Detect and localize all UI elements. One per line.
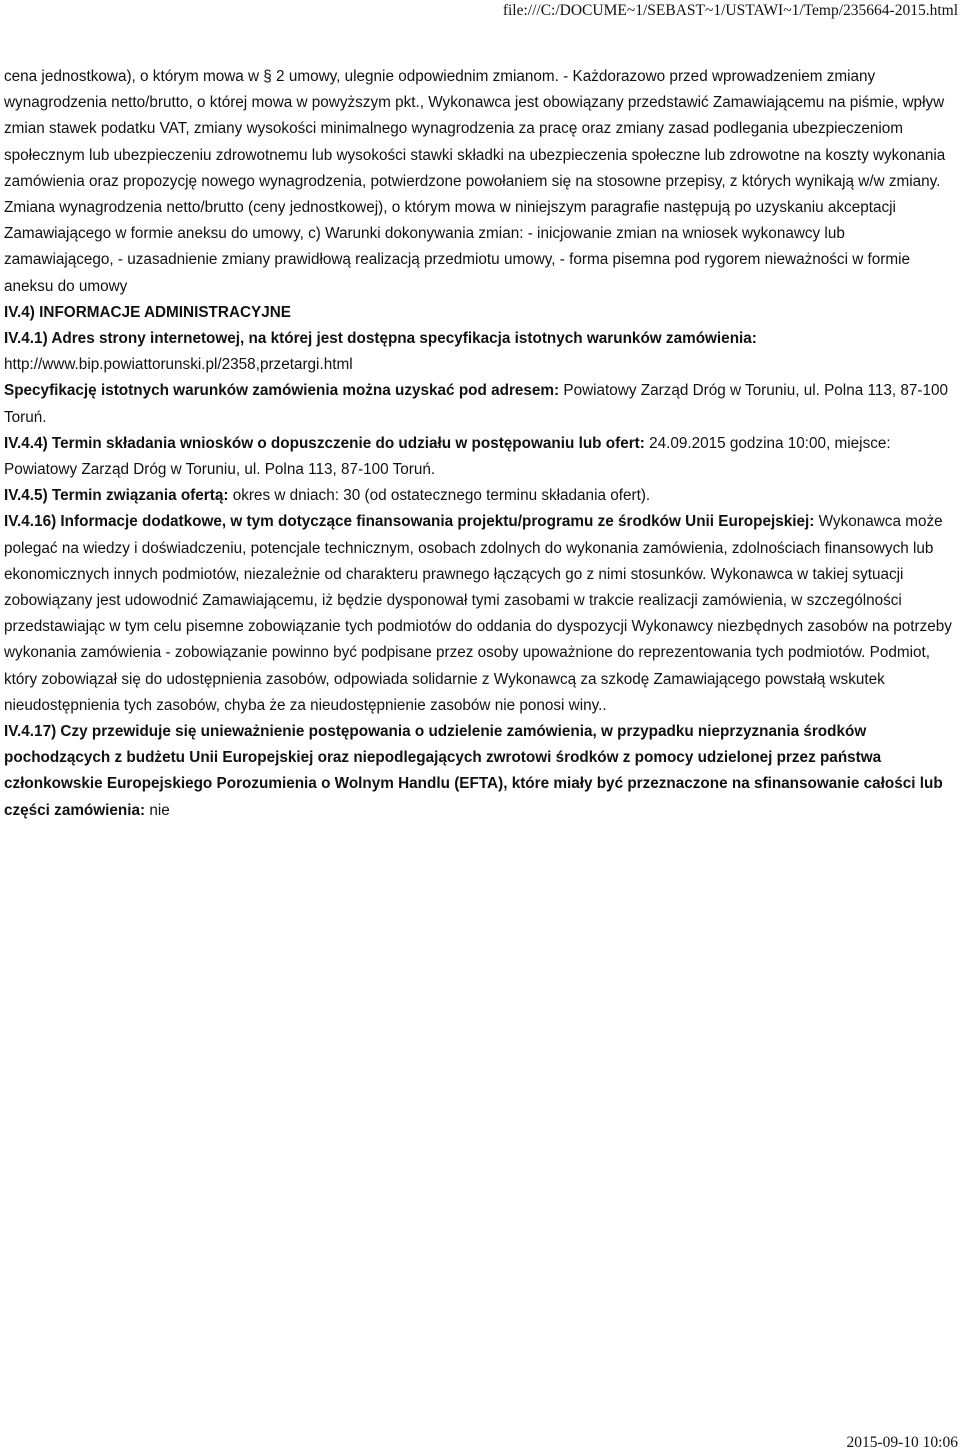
document-content (4, 64, 956, 824)
field-iv41-url: http://www.bip.powiattorunski.pl/2358,przetargi.html (4, 356, 353, 374)
field-iv416-label: IV.4.16) Informacje dodatkowe, w tym dotyczące finansowania projektu/programu ze środków Unii Europejskiej: (4, 513, 815, 531)
field-iv41 (4, 326, 956, 378)
field-spec-address-label: Specyfikację istotnych warunków zamówienia można uzyskać pod adresem: (4, 382, 560, 400)
field-iv44 (4, 431, 956, 483)
field-iv45-value: okres w dniach: 30 (od ostatecznego terminu składania ofert). (232, 487, 651, 505)
intro-paragraph: cena jednostkowa), o którym mowa w § 2 umowy, ulegnie odpowiednim zmianom. - Każdorazowo przed wprowadzeniem zmiany wynagrodzenia netto/brutto, o której mowa w powyższym pkt., Wykonawca jest obowiązany przedstawić Zamawiającemu na piśmie, wpływ zmian stawek podatku VAT, zmiany wysokości minimalnego wynagrodzenia za pracę oraz zmiany zasad podlegania ubezpieczeniom społecznym lub ubezpieczeniu zdrowotnemu lub wysokości stawki składki na ubezpieczenia społeczne lub zdrowotne na koszty wykonania zamówienia oraz propozycję nowego wynagrodzenia, potwierdzone powołaniem się na stosowne przepisy, z których wynikają w/w zmiany. Zmiana wynagrodzenia netto/brutto (ceny jednostkowej), o którym mowa w niniejszym paragrafie następują po uzyskaniu akceptacji Zamawiającego w formie aneksu do umowy, c) Warunki dokonywania zmian: - inicjowanie zmian na wniosek wykonawcy lub zamawiającego, - uzasadnienie zmiany prawidłową realizacją przedmiotu umowy, - forma pisemna pod rygorem nieważności w formie aneksu do umowy (4, 68, 946, 295)
page-header-file-path: file:///C:/DOCUME~1/SEBAST~1/USTAWI~1/Temp/235664-2015.html (502, 2, 958, 19)
field-iv41-label: IV.4.1) Adres strony internetowej, na której jest dostępna specyfikacja istotnych warunków zamówienia: (4, 330, 757, 348)
field-spec-address-value: Powiatowy Zarząd Dróg w Toruniu, ul. Polna 113, 87-100 Toruń. (4, 382, 948, 426)
field-iv45 (4, 483, 956, 509)
field-iv45-label: IV.4.5) Termin związania ofertą: (4, 487, 229, 505)
field-iv417 (4, 719, 956, 824)
field-iv416 (4, 509, 956, 719)
field-iv416-value: Wykonawca może polegać na wiedzy i doświadczeniu, potencjale technicznym, osobach zdolnych do wykonania zamówienia, zdolnościach finansowych lub ekonomicznych innych podmiotów, niezależnie od charakteru prawnego łączących go z nimi stosunków. Wykonawca w takiej sytuacji zobowiązany jest udowodnić Zamawiającemu, iż będzie dysponował tymi zasobami w trakcie realizacji zamówienia, w szczególności przedstawiając w tym celu pisemne zobowiązanie tych podmiotów do oddania do dyspozycji Wykonawcy niezbędnych zasobów na potrzeby wykonania zamówienia - zobowiązanie powinno być podpisane przez osoby upoważnione do reprezentowania tych podmiotów. Podmiot, który zobowiązał się do udostępnienia zasobów, odpowiada solidarnie z Wykonawcą za szkodę Zamawiającego powstałą wskutek nieudostępnienia tych zasobów, chyba że za nieudostępnienie zasobów nie ponosi winy.. (4, 513, 952, 714)
field-iv417-label: IV.4.17) Czy przewiduje się unieważnienie postępowania o udzielenie zamówienia, w przypadku nieprzyznania środków pochodzących z budżetu Unii Europejskiej oraz niepodlegających zwrotowi środków z pomocy udzielonej przez państwa członkowskie Europejskiego Porozumienia o Wolnym Handlu (EFTA), które miały być przeznaczone na sfinansowanie całości lub części zamówienia: (4, 723, 943, 819)
field-iv417-value: nie (149, 801, 170, 819)
page-footer-timestamp: 2015-09-10 10:06 (846, 1434, 958, 1451)
field-iv44-value: 24.09.2015 godzina 10:00, miejsce: Powiatowy Zarząd Dróg w Toruniu, ul. Polna 113, 87-100 Toruń. (4, 434, 891, 479)
section-heading-iv4-label: IV.4) INFORMACJE ADMINISTRACYJNE (4, 303, 291, 321)
section-heading-iv4 (4, 300, 956, 326)
field-spec-address (4, 378, 956, 430)
field-iv44-label: IV.4.4) Termin składania wniosków o dopuszczenie do udziału w postępowaniu lub ofert: (4, 434, 645, 452)
